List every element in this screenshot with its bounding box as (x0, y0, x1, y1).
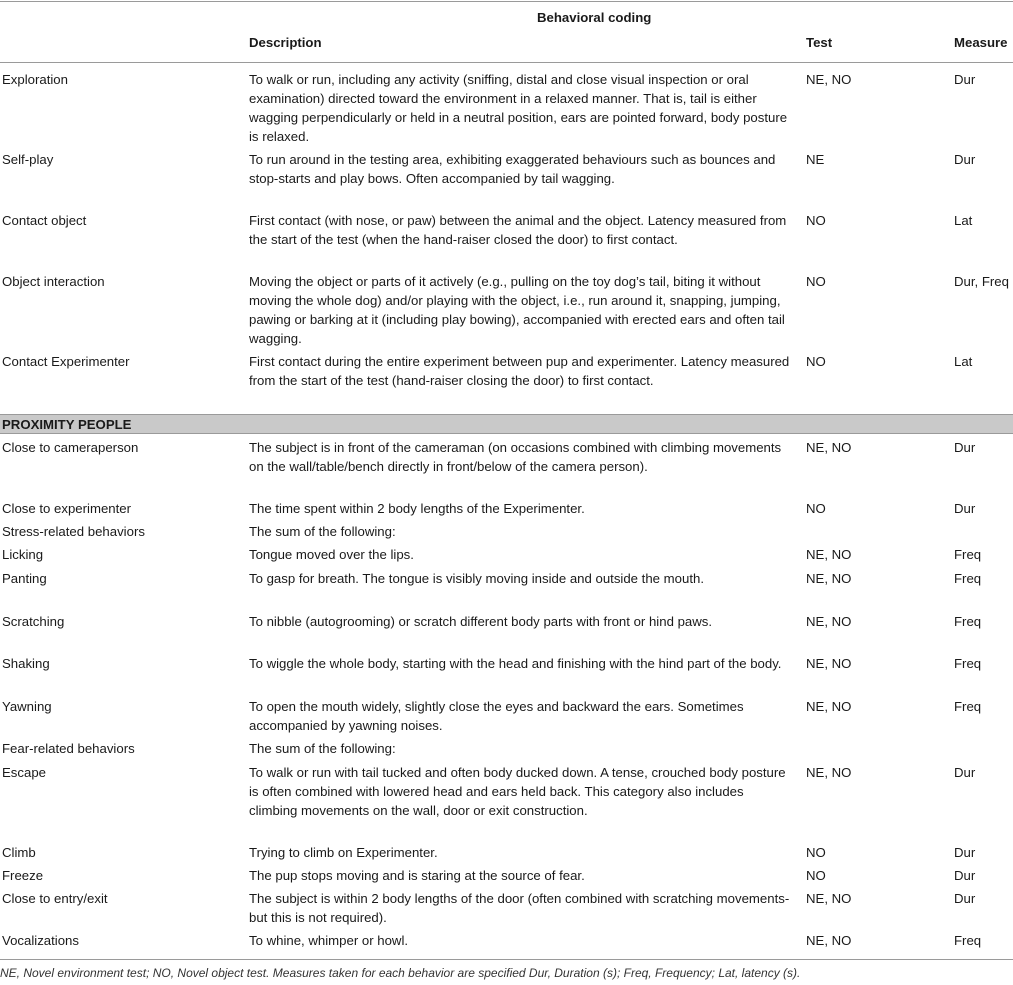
behavior-cell: Close to experimenter (2, 501, 132, 516)
section-header-row (0, 414, 1013, 434)
description-cell: To run around in the testing area, exhibiting exaggerated behaviours such as bounces and stop-starts and play bows. Often accompanied by tail wagging. (249, 152, 776, 186)
test-cell: NE, NO (806, 614, 852, 629)
group-header: Behavioral coding (537, 10, 652, 25)
behavior-cell: Contact object (2, 213, 87, 228)
measure-cell: Dur (954, 891, 976, 906)
test-cell: NE, NO (806, 699, 852, 714)
table-row (0, 697, 1013, 739)
description-cell: To gasp for breath. The tongue is visibly moving inside and outside the mouth. (249, 571, 704, 586)
table-row (0, 150, 1013, 211)
description-cell: To nibble (autogrooming) or scratch different body parts with front or hind paws. (249, 614, 713, 629)
table-row (0, 843, 1013, 866)
column-header-measure: Measure (954, 35, 1008, 50)
behavior-cell: Stress-related behaviors (2, 524, 145, 539)
test-cell: NE, NO (806, 656, 852, 671)
measure-cell: Dur (954, 152, 976, 167)
table-row (0, 654, 1013, 697)
test-cell: NE, NO (806, 547, 852, 562)
table-row (0, 352, 1013, 414)
table-row (0, 272, 1013, 352)
test-cell: NO (806, 501, 826, 516)
table-row (0, 889, 1013, 931)
description-cell: First contact during the entire experiment between pup and experimenter. Latency measured from the start of the test (hand-raiser closing the door) to first contact. (249, 354, 790, 388)
table-row (0, 931, 1013, 953)
description-cell: Trying to climb on Experimenter. (249, 845, 438, 860)
test-cell: NE (806, 152, 825, 167)
measure-cell: Freq (954, 547, 982, 562)
behavior-cell: Shaking (2, 656, 50, 671)
measure-cell: Dur (954, 765, 976, 780)
behavior-cell: Object interaction (2, 274, 105, 289)
behavior-cell: Scratching (2, 614, 65, 629)
behavior-cell: Escape (2, 765, 46, 780)
table-row (0, 763, 1013, 843)
test-cell: NE, NO (806, 765, 852, 780)
behavior-cell: Panting (2, 571, 47, 586)
measure-cell: Freq (954, 614, 982, 629)
description-cell: Moving the object or parts of it actively (e.g., pulling on the toy dog’s tail, biting it without moving the whole dog) and/or playing with the object, i.e., run around it, snapping, jumping, pawing or barking at it (including play bowing), accompanied with erected ears and often tail wagging. (249, 274, 785, 346)
description-cell: Tongue moved over the lips. (249, 547, 414, 562)
description-cell: To open the mouth widely, slightly close the eyes and backward the ears. Sometimes accompanied by yawning noises. (249, 699, 744, 733)
test-cell: NO (806, 845, 826, 860)
description-cell: First contact (with nose, or paw) between the animal and the object. Latency measured from the start of the test (when the hand-raiser closed the door) to first contact. (249, 213, 787, 247)
table-row (0, 866, 1013, 889)
table-row (0, 739, 1013, 763)
measure-cell: Dur (954, 501, 976, 516)
description-cell: The sum of the following: (249, 524, 396, 539)
measure-cell: Dur (954, 845, 976, 860)
behavior-cell: Exploration (2, 72, 68, 87)
test-cell: NE, NO (806, 72, 852, 87)
table-row (0, 70, 1013, 150)
behavior-cell: Close to cameraperson (2, 440, 139, 455)
description-cell: The time spent within 2 body lengths of the Experimenter. (249, 501, 585, 516)
measure-cell: Lat (954, 213, 973, 228)
description-cell: The subject is in front of the cameraman (on occasions combined with climbing movements on the wall/table/bench directly in front/below of the camera person). (249, 440, 782, 474)
table-row (0, 569, 1013, 612)
column-header-description: Description (249, 35, 322, 50)
behavior-cell: Yawning (2, 699, 52, 714)
header-rule (0, 62, 1013, 63)
behavior-cell: Self-play (2, 152, 54, 167)
table-bottom-rule (0, 959, 1013, 960)
measure-cell: Dur (954, 440, 976, 455)
description-cell: To walk or run, including any activity (sniffing, distal and close visual inspection or oral examination) directed toward the environment in a relaxed manner. That is, tail is either wagging perpendicularly or held in a neutral position, ears are pointed forward, body posture is relaxed. (249, 72, 788, 144)
behavior-cell: Licking (2, 547, 44, 562)
test-cell: NE, NO (806, 571, 852, 586)
table-row (0, 211, 1013, 272)
test-cell: NE, NO (806, 440, 852, 455)
table-row (0, 499, 1013, 522)
description-cell: The subject is within 2 body lengths of the door (often combined with scratching movements-but this is not required). (249, 891, 790, 925)
column-header-test: Test (806, 35, 833, 50)
behavior-cell: Vocalizations (2, 933, 79, 948)
description-cell: To walk or run with tail tucked and often body ducked down. A tense, crouched body posture is often combined with lowered head and ears held back. This category also includes climbing movements on the wall, door or exit construction. (249, 765, 786, 818)
table-row (0, 612, 1013, 654)
measure-cell: Freq (954, 656, 982, 671)
behavior-cell: Climb (2, 845, 36, 860)
description-cell: To whine, whimper or howl. (249, 933, 409, 948)
behavior-cell: Close to entry/exit (2, 891, 108, 906)
table-footnote: NE, Novel environment test; NO, Novel object test. Measures taken for each behavior are specified Dur, Duration (s); Freq, Frequency; Lat, latency (s). (0, 966, 801, 980)
test-cell: NO (806, 274, 826, 289)
table-body (0, 70, 1013, 953)
test-cell: NO (806, 213, 826, 228)
description-cell: The sum of the following: (249, 741, 396, 756)
measure-cell: Dur (954, 72, 976, 87)
test-cell: NO (806, 868, 826, 883)
table-row (0, 438, 1013, 499)
test-cell: NE, NO (806, 891, 852, 906)
description-cell: To wiggle the whole body, starting with the head and finishing with the hind part of the body. (249, 656, 782, 671)
test-cell: NE, NO (806, 933, 852, 948)
measure-cell: Freq (954, 571, 982, 586)
measure-cell: Freq (954, 933, 982, 948)
table-row (0, 522, 1013, 545)
table-row (0, 545, 1013, 569)
behavior-cell: Freeze (2, 868, 44, 883)
description-cell: The pup stops moving and is staring at the source of fear. (249, 868, 585, 883)
behavior-cell: Fear-related behaviors (2, 741, 135, 756)
section-header-label: PROXIMITY PEOPLE (2, 417, 132, 432)
behavior-cell: Contact Experimenter (2, 354, 130, 369)
measure-cell: Lat (954, 354, 973, 369)
table-top-rule (0, 1, 1013, 2)
measure-cell: Dur (954, 868, 976, 883)
test-cell: NO (806, 354, 826, 369)
measure-cell: Freq (954, 699, 982, 714)
measure-cell: Dur, Freq (954, 274, 1009, 289)
